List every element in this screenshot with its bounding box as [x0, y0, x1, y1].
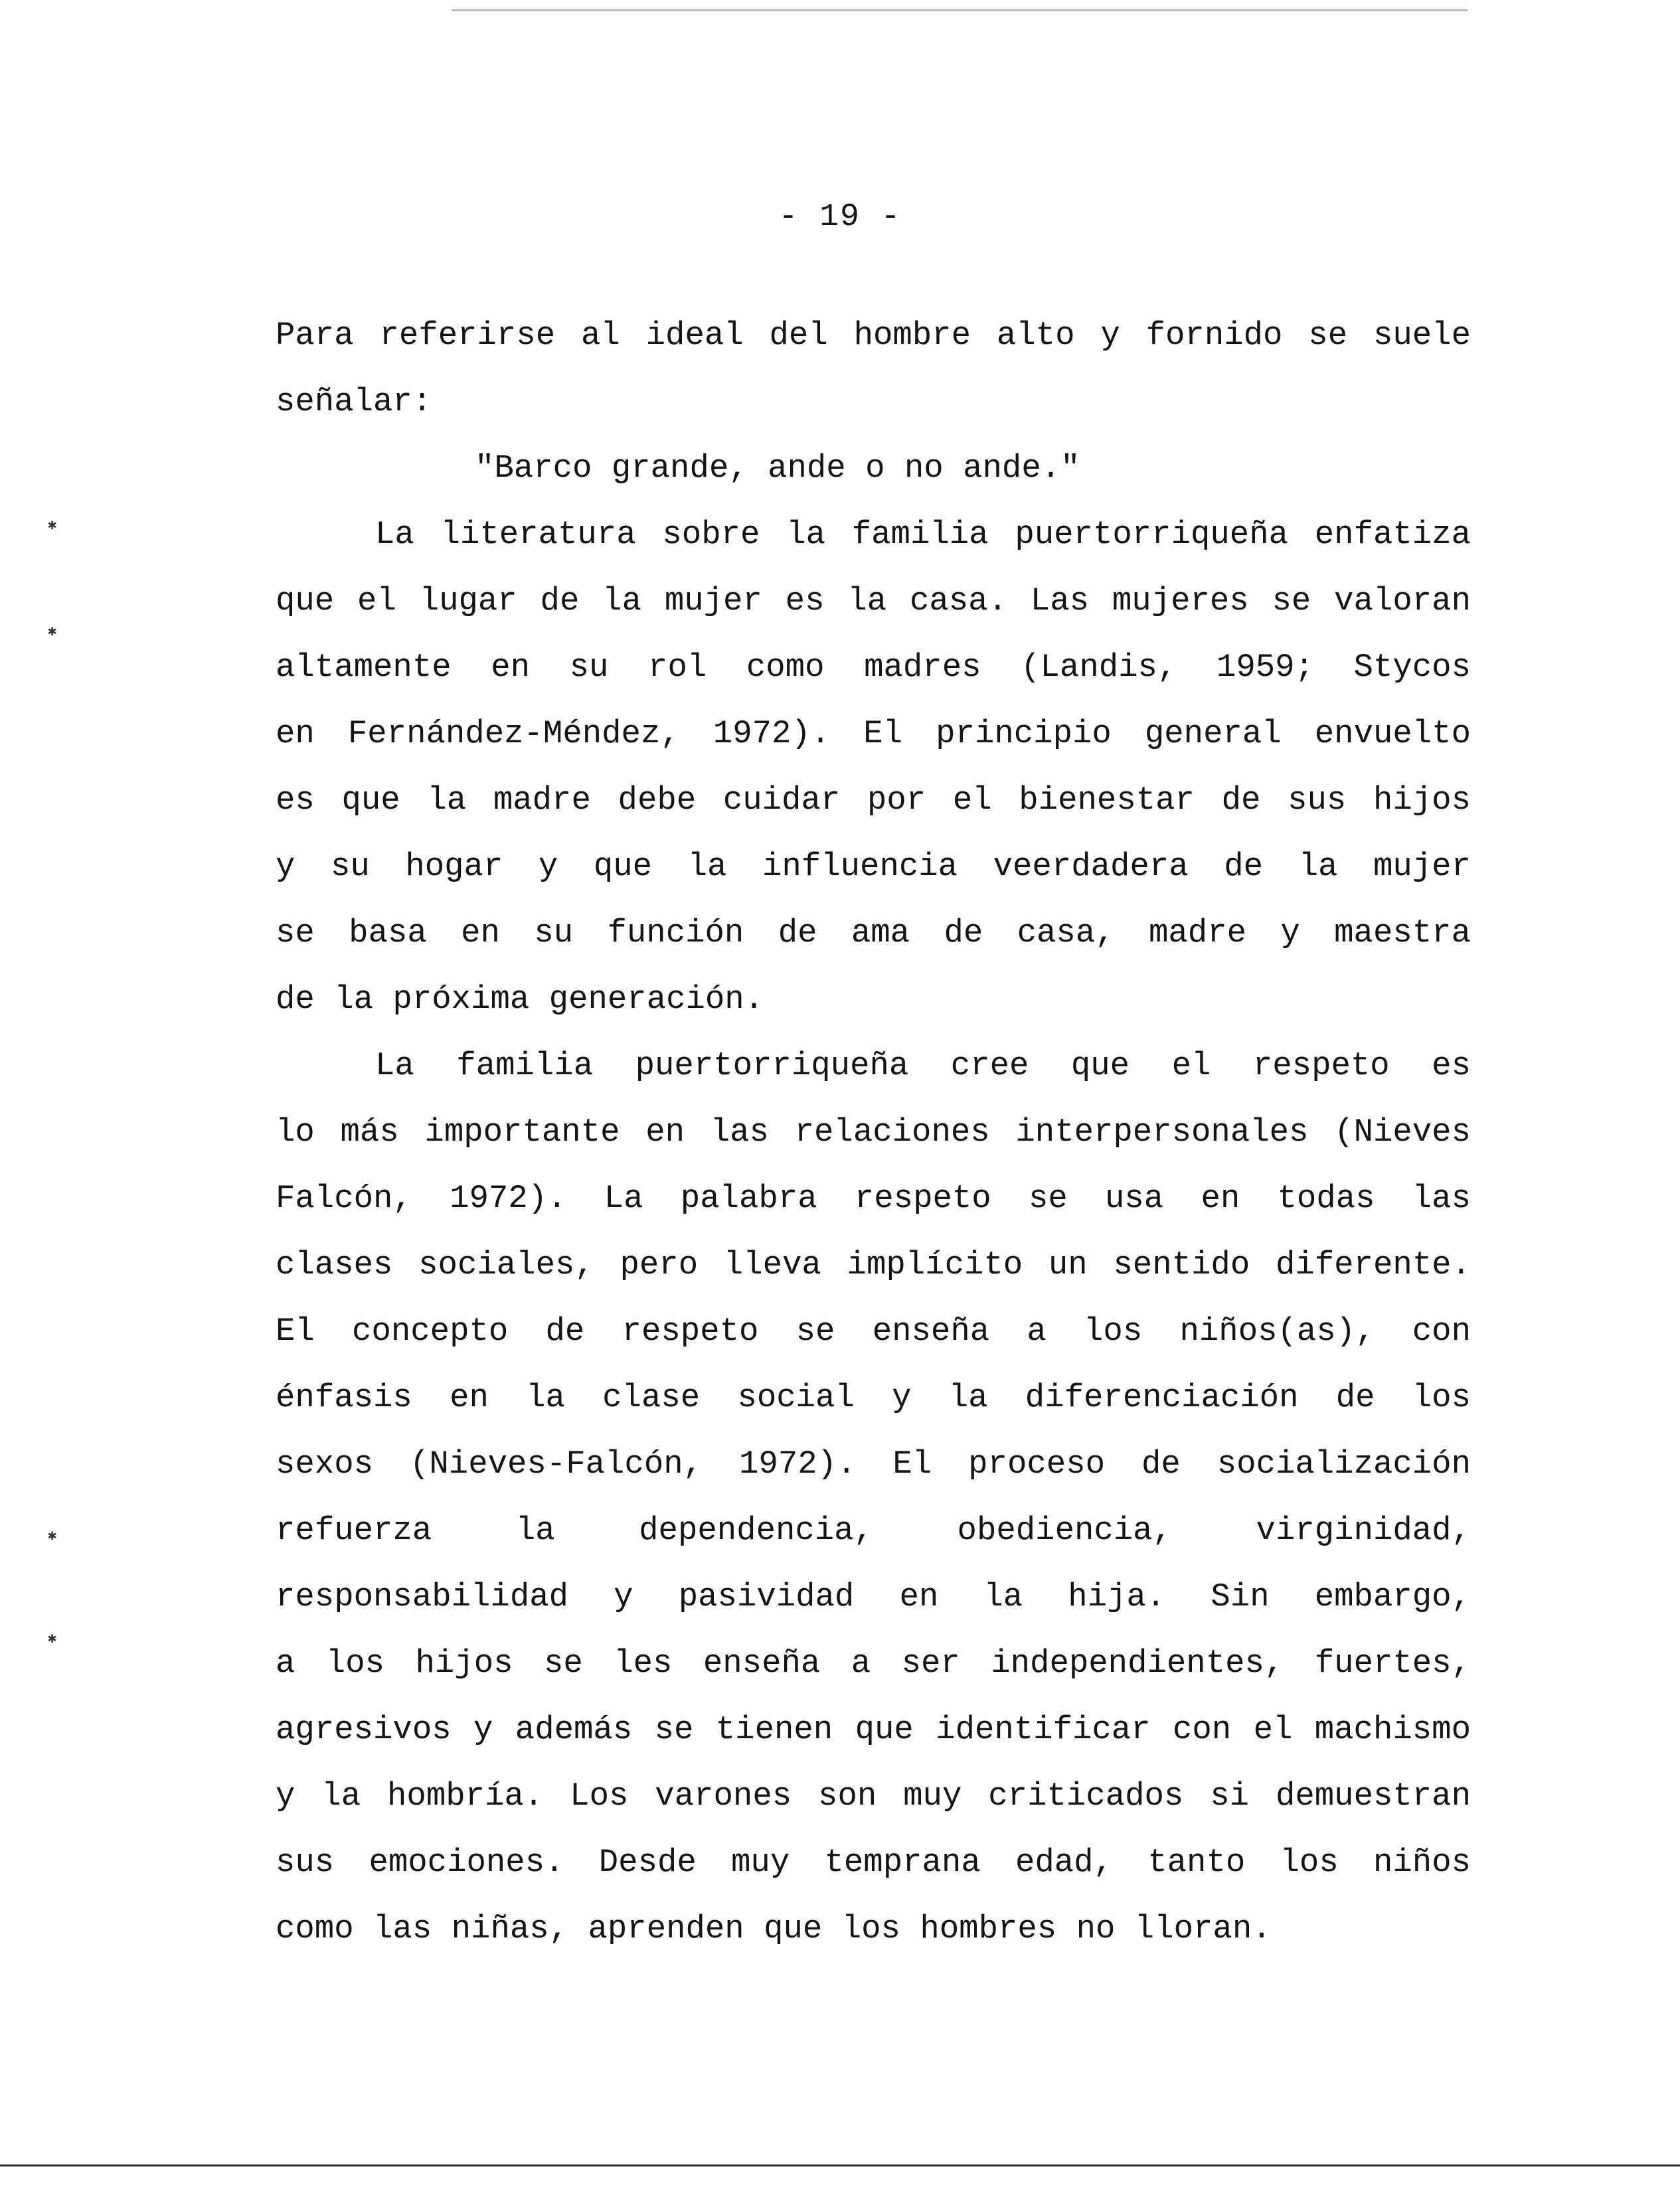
text-line: altamente en su rol como madres (Landis, 1959; Stycos	[276, 649, 1471, 686]
margin-speck: ✱	[48, 1631, 57, 1647]
text-line: La literatura sobre la familia puertorriqueña enfatiza	[375, 516, 1471, 553]
text-line: Para referirse al ideal del hombre alto y fornido se suele	[276, 317, 1471, 354]
text-line: refuerza la dependencia, obediencia, virginidad,	[276, 1512, 1471, 1549]
margin-speck: ✱	[48, 623, 57, 640]
text-line: se basa en su función de ama de casa, madre y maestra	[276, 914, 1471, 951]
scan-edge-bottom	[0, 2164, 1680, 2166]
margin-speck: ✱	[48, 1528, 57, 1544]
text-line: La familia puertorriqueña cree que el respeto es	[375, 1047, 1471, 1084]
text-line: Falcón, 1972). La palabra respeto se usa en todas las	[276, 1180, 1471, 1217]
text-line: clases sociales, pero lleva implícito un sentido diferente.	[276, 1246, 1471, 1283]
text-line: como las niñas, aprenden que los hombres no lloran.	[276, 1910, 1272, 1947]
text-line: El concepto de respeto se enseña a los niños(as), con	[276, 1313, 1471, 1350]
text-line: sus emociones. Desde muy temprana edad, tanto los niños	[276, 1844, 1471, 1881]
text-line: énfasis en la clase social y la diferenciación de los	[276, 1379, 1471, 1416]
text-line: que el lugar de la mujer es la casa. Las mujeres se valoran	[276, 582, 1471, 619]
text-line: es que la madre debe cuidar por el bienestar de sus hijos	[276, 781, 1471, 819]
text-line: de la próxima generación.	[276, 981, 764, 1018]
text-line: sexos (Nieves-Falcón, 1972). El proceso de socialización	[276, 1445, 1471, 1483]
text-line: lo más importante en las relaciones interpersonales (Nieves	[276, 1113, 1471, 1151]
margin-speck: ✱	[48, 517, 57, 534]
scan-edge-top	[452, 9, 1468, 11]
quotation: "Barco grande, ande o no ande."	[475, 449, 1080, 487]
text-line: señalar:	[276, 383, 432, 420]
text-line: en Fernández-Méndez, 1972). El principio general envuelto	[276, 715, 1471, 752]
text-line: responsabilidad y pasividad en la hija. Sin embargo,	[276, 1578, 1471, 1615]
body-text	[276, 302, 1471, 1962]
text-line: y su hogar y que la influencia veerdadera de la mujer	[276, 848, 1471, 885]
text-line: agresivos y además se tienen que identificar con el machismo	[276, 1711, 1471, 1748]
text-line: y la hombría. Los varones son muy criticados si demuestran	[276, 1777, 1471, 1815]
page-number: - 19 -	[778, 199, 902, 235]
text-line: a los hijos se les enseña a ser independientes, fuertes,	[276, 1645, 1471, 1682]
